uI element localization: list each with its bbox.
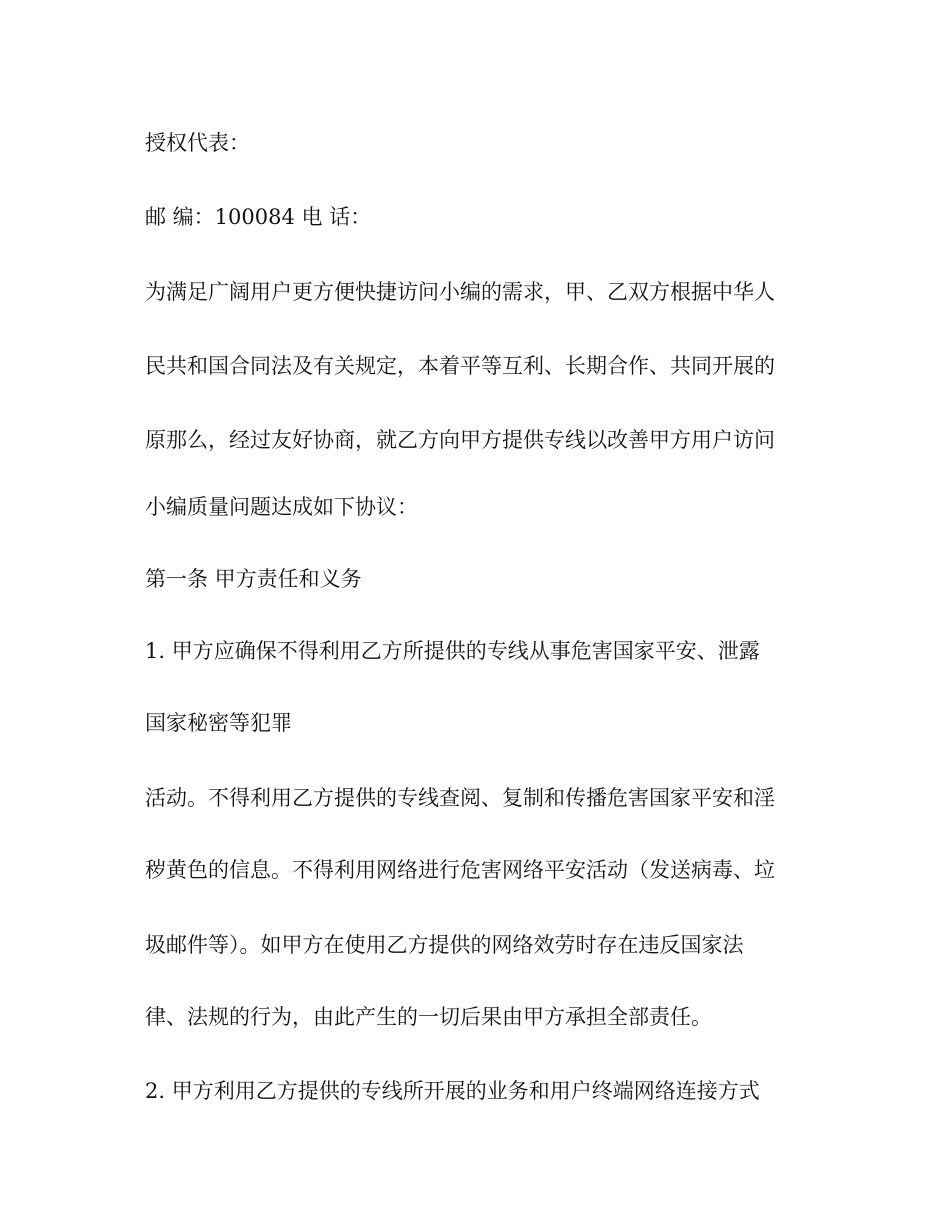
- clause-2-line-1: 2. 甲方利用乙方提供的专线所开展的业务和用户终端网络连接方式: [145, 1079, 760, 1103]
- clause-1-line-1: 1. 甲方应确保不得利用乙方所提供的专线从事危害国家平安、泄露: [145, 639, 760, 663]
- intro-paragraph-line-2: 民共和国合同法及有关规定，本着平等互利、长期合作、共同开展的: [145, 354, 775, 378]
- clause-1-line-3: 活动。不得利用乙方提供的专线查阅、复制和传播危害国家平安和淫: [145, 786, 775, 810]
- intro-paragraph-line-3: 原那么，经过友好协商，就乙方向甲方提供专线以改善甲方用户访问: [145, 428, 775, 452]
- postcode-phone-line: 邮 编：100084 电 话：: [145, 205, 372, 229]
- intro-paragraph-line-1: 为满足广阔用户更方便快捷访问小编的需求，甲、乙双方根据中华人: [145, 280, 775, 304]
- clause-1-line-6: 律、法规的行为，由此产生的一切后果由甲方承担全部责任。: [145, 1005, 712, 1029]
- clause-1-line-2: 国家秘密等犯罪: [145, 711, 292, 735]
- intro-paragraph-line-4: 小编质量问题达成如下协议：: [145, 495, 418, 519]
- clause-1-line-4: 秽黄色的信息。不得利用网络进行危害网络平安活动（发送病毒、垃: [145, 858, 775, 882]
- clause-1-line-5: 圾邮件等）。如甲方在使用乙方提供的网络效劳时存在违反国家法: [145, 933, 744, 957]
- article-one-heading: 第一条 甲方责任和义务: [145, 567, 362, 591]
- authorized-representative-line: 授权代表：: [145, 131, 250, 155]
